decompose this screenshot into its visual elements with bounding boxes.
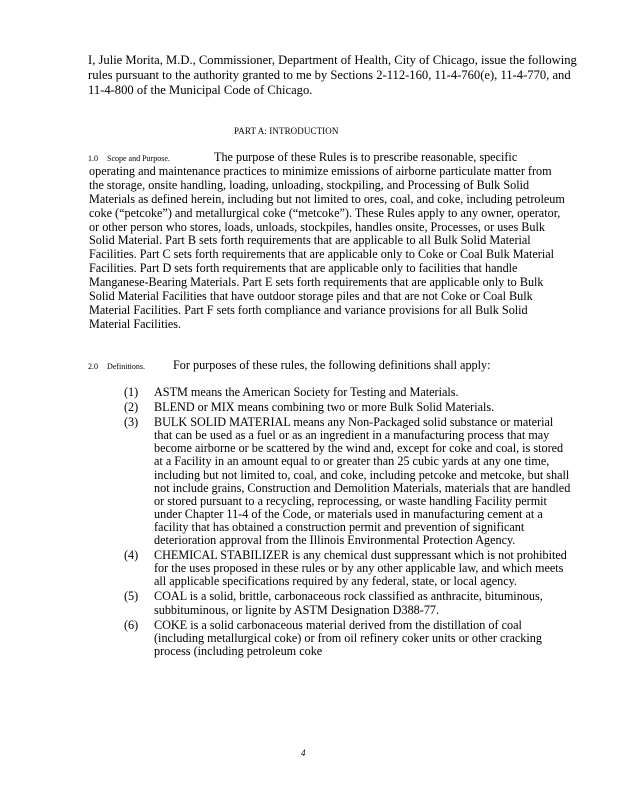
definition-number: (3) [124,415,139,430]
section-title: Definitions. [107,362,145,371]
definition-text: ASTM means the American Society for Testing and Materials. [154,385,459,399]
definition-item [124,386,584,399]
page-number: 4 [301,748,306,758]
intro-paragraph: I, Julie Morita, M.D., Commissioner, Department of Health, City of Chicago, issue the following rules pursuant to the authority granted to me by Sections 2-112-160, 11-4-760(e), 11-4-770, and 11-4-800 of the Municipal Code of Chicago. [88,53,577,97]
definition-item [124,401,584,414]
definition-text: COKE is a solid carbonaceous material derived from the distillation of coal (including metallurgical coke) or from oil refinery coker units or other cracking process (including petroleum coke [154,617,542,658]
definition-item [124,549,584,588]
part-heading: PART A: INTRODUCTION [234,126,339,136]
definition-number: (1) [124,385,139,399]
definitions-list [124,386,584,660]
definition-text: CHEMICAL STABILIZER is any chemical dust suppressant which is not prohibited for the uses proposed in these rules or by any other applicable law, and which meets all applicable specifications required by any federal, state, or local agency. [154,548,567,589]
section-number: 1.0 [88,154,98,163]
section-body: operating and maintenance practices to minimize emissions of airborne particulate matter from the storage, onsite handling, loading, unloading, stockpiling, and Processing of Bulk Solid Materials as defined herein, including but not limited to ores, coal, and coke, including petroleum coke (“petcoke”) and metallurgical coke (“metcoke”). These Rules apply to any owner, operator, or other person who stores, loads, unloads, stockpiles, handles onsite, Processes, or uses Bulk Solid Material. Part B sets forth requirements that are applicable to all Bulk Solid Material Facilities. Part C sets forth requirements that are applicable only to Coke or Coal Bulk Material Facilities. Part D sets forth requirements that are applicable only to facilities that handle Manganese-Bearing Materials. Part E sets forth requirements that are applicable only to Bulk Solid Material Facilities that have outdoor storage piles and that are not Coke or Coal Bulk Material Facilities. Part F sets forth compliance and variance provisions for all Bulk Solid Material Facilities. [89,163,565,331]
definition-number: (6) [124,617,139,632]
section-scope [88,151,588,332]
definition-number: (4) [124,548,139,563]
definition-text: BULK SOLID MATERIAL means any Non-Packaged solid substance or material that can be used as a fuel or as an ingredient in a manufacturing process that may become airborne or be scattered by the wind and, except for coke and coal, is stored at a Facility in an amount equal to or greater than 25 cubic yards at any one time, including but not limited to, coal, and coke, including petcoke and metcoke, but shall not include grains, Construction and Demolition Materials, materials that are handled or stored pursuant to a recycling, reprocessing, or waste handling Facility permit under Chapter 11-4 of the Code, or materials used in manufacturing cement at a facility that has obtained a construction permit and prevention of significant deterioration approval from the Illinois Environmental Protection Agency. [154,415,571,548]
section-first-line: The purpose of these Rules is to prescribe reasonable, specific [214,150,518,164]
section-number: 2.0 [88,362,98,371]
definition-item [124,416,584,547]
definition-number: (5) [124,589,139,604]
section-first-line: For purposes of these rules, the following definitions shall apply: [173,358,491,372]
section-title: Scope and Purpose. [107,154,170,163]
definition-number: (2) [124,400,139,415]
definition-item [124,619,584,658]
definition-item [124,590,584,616]
definition-text: COAL is a solid, brittle, carbonaceous rock classified as anthracite, bituminous, subbituminous, or lignite by ASTM Designation D388-77. [154,589,543,617]
definition-text: BLEND or MIX means combining two or more Bulk Solid Materials. [154,400,495,415]
